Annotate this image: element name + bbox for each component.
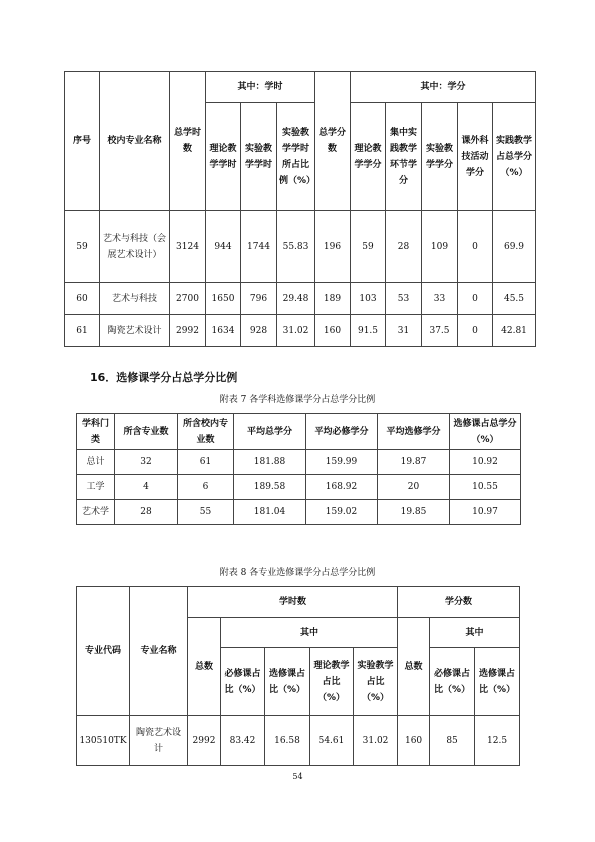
cell-theory-hours: 1634: [206, 315, 241, 347]
table-row: [77, 450, 521, 475]
header-elective-ratio: 选修课占总学分（%）: [450, 414, 521, 450]
cell-discipline: 工学: [77, 475, 115, 500]
cell-seq: 61: [65, 315, 100, 347]
header-practice-ratio: 实践教学占总学分（%）: [493, 103, 536, 211]
header-hours-group: 其中：学时: [206, 72, 315, 103]
cell-elective-hours-ratio: 16.58: [265, 716, 310, 766]
cell-theory-hours: 944: [206, 211, 241, 283]
header-major-count: 所含专业数: [115, 414, 178, 450]
header-campus-major-count: 所含校内专业数: [178, 414, 234, 450]
header-code: 专业代码: [77, 587, 130, 716]
header-seq: 序号: [65, 72, 100, 211]
page-number: 54: [292, 772, 303, 781]
cell-avg-total-credits: 181.04: [234, 500, 306, 525]
cell-theory-hours: 1650: [206, 283, 241, 315]
cell-major: 艺术与科技: [100, 283, 170, 315]
table-row: [65, 315, 536, 347]
table-row: [65, 283, 536, 315]
cell-extra-credits: 0: [458, 211, 493, 283]
header-name: 专业名称: [130, 587, 188, 716]
header-total-hours: 总学时数: [170, 72, 206, 211]
header-required-credits: 必修课占比（%）: [430, 648, 475, 716]
credit-hours-table: [64, 71, 536, 347]
cell-theory-credits: 91.5: [351, 315, 386, 347]
cell-avg-total-credits: 189.58: [234, 475, 306, 500]
header-theory-ratio: 理论教学占比（%）: [310, 648, 354, 716]
header-avg-total-credits: 平均总学分: [234, 414, 306, 450]
header-credits-sub: 其中: [430, 618, 520, 648]
cell-major-count: 32: [115, 450, 178, 475]
header-avg-required-credits: 平均必修学分: [306, 414, 378, 450]
cell-campus-major-count: 55: [178, 500, 234, 525]
cell-major-count: 4: [115, 475, 178, 500]
table-row: [77, 500, 521, 525]
cell-exp-credits: 33: [422, 283, 458, 315]
header-exp-hours-ratio: 实验教学学时所占比例（%）: [277, 103, 315, 211]
cell-total-hours: 2992: [170, 315, 206, 347]
cell-theory-ratio: 54.61: [310, 716, 354, 766]
header-avg-elective-credits: 平均选修学分: [378, 414, 450, 450]
cell-elective-ratio: 10.97: [450, 500, 521, 525]
cell-total-hours: 3124: [170, 211, 206, 283]
cell-exp-hours: 796: [241, 283, 277, 315]
table-row: [65, 211, 536, 283]
section-heading: 16．选修课学分占总学分比例: [90, 371, 238, 384]
cell-exp-ratio: 31.02: [354, 716, 398, 766]
cell-extra-credits: 0: [458, 315, 493, 347]
cell-avg-elective-credits: 19.85: [378, 500, 450, 525]
table-row: [77, 475, 521, 500]
cell-avg-required-credits: 159.99: [306, 450, 378, 475]
cell-exp-hours-ratio: 31.02: [277, 315, 315, 347]
header-major: 校内专业名称: [100, 72, 170, 211]
cell-avg-elective-credits: 19.87: [378, 450, 450, 475]
cell-campus-major-count: 6: [178, 475, 234, 500]
cell-seq: 59: [65, 211, 100, 283]
header-extra-credits: 课外科技活动学分: [458, 103, 493, 211]
cell-practice-credits: 31: [386, 315, 422, 347]
table8-caption: 附表 8 各专业选修课学分占总学分比例: [219, 568, 376, 578]
header-hours-group: 学时数: [188, 587, 398, 618]
header-total-credits: 总数: [398, 618, 430, 716]
cell-exp-hours-ratio: 55.83: [277, 211, 315, 283]
cell-total-hours: 2700: [170, 283, 206, 315]
cell-total-credits: 160: [315, 315, 351, 347]
header-exp-hours: 实验教学学时: [241, 103, 277, 211]
cell-total-credits: 189: [315, 283, 351, 315]
header-elective-hours-ratio: 选修课占比（%）: [265, 648, 310, 716]
cell-exp-hours: 928: [241, 315, 277, 347]
cell-practice-ratio: 45.5: [493, 283, 536, 315]
cell-major: 艺术与科技（会展艺术设计）: [100, 211, 170, 283]
cell-avg-elective-credits: 20: [378, 475, 450, 500]
cell-required-credits: 85: [430, 716, 475, 766]
header-exp-credits: 实验教学学分: [422, 103, 458, 211]
cell-exp-credits: 37.5: [422, 315, 458, 347]
table-row: [77, 716, 520, 766]
cell-theory-credits: 59: [351, 211, 386, 283]
cell-name: 陶瓷艺术设计: [130, 716, 188, 766]
elective-by-discipline-table: [76, 413, 521, 525]
header-elective-credits: 选修课占比（%）: [475, 648, 520, 716]
header-credits-group: 学分数: [398, 587, 520, 618]
cell-practice-ratio: 42.81: [493, 315, 536, 347]
elective-by-major-table: [76, 586, 520, 766]
cell-code: 130510TK: [77, 716, 130, 766]
header-theory-credits: 理论教学学分: [351, 103, 386, 211]
cell-total-credits: 160: [398, 716, 430, 766]
cell-elective-credits: 12.5: [475, 716, 520, 766]
header-practice-credits: 集中实践教学环节学分: [386, 103, 422, 211]
cell-required-hours-ratio: 83.42: [221, 716, 265, 766]
cell-avg-required-credits: 168.92: [306, 475, 378, 500]
header-discipline: 学科门类: [77, 414, 115, 450]
cell-exp-credits: 109: [422, 211, 458, 283]
header-exp-ratio: 实验教学占比（%）: [354, 648, 398, 716]
cell-theory-credits: 103: [351, 283, 386, 315]
cell-campus-major-count: 61: [178, 450, 234, 475]
cell-elective-ratio: 10.92: [450, 450, 521, 475]
header-total-credits: 总学分数: [315, 72, 351, 211]
cell-major: 陶瓷艺术设计: [100, 315, 170, 347]
cell-avg-required-credits: 159.02: [306, 500, 378, 525]
cell-avg-total-credits: 181.88: [234, 450, 306, 475]
table7-caption: 附表 7 各学科选修课学分占总学分比例: [219, 395, 376, 405]
cell-practice-credits: 53: [386, 283, 422, 315]
cell-total-credits: 196: [315, 211, 351, 283]
cell-total-hours: 2992: [188, 716, 221, 766]
header-theory-hours: 理论教学学时: [206, 103, 241, 211]
header-credits-group: 其中：学分: [351, 72, 536, 103]
cell-elective-ratio: 10.55: [450, 475, 521, 500]
header-hours-sub: 其中: [221, 618, 398, 648]
cell-practice-ratio: 69.9: [493, 211, 536, 283]
header-required-hours-ratio: 必修课占比（%）: [221, 648, 265, 716]
cell-seq: 60: [65, 283, 100, 315]
cell-discipline: 总计: [77, 450, 115, 475]
cell-practice-credits: 28: [386, 211, 422, 283]
cell-major-count: 28: [115, 500, 178, 525]
cell-exp-hours: 1744: [241, 211, 277, 283]
cell-extra-credits: 0: [458, 283, 493, 315]
cell-exp-hours-ratio: 29.48: [277, 283, 315, 315]
cell-discipline: 艺术学: [77, 500, 115, 525]
header-total-hours: 总数: [188, 618, 221, 716]
